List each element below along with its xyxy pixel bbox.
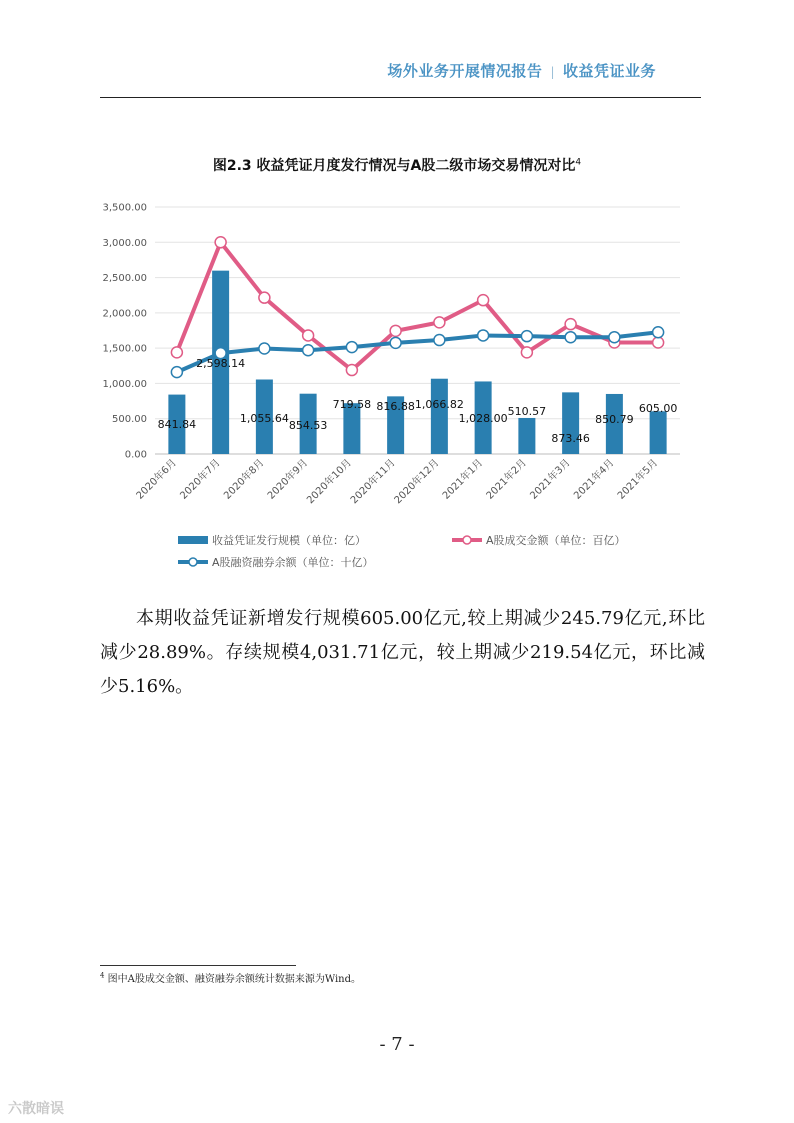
x-tick-label: 2021年5月 xyxy=(615,457,661,502)
legend-swatch-bar xyxy=(178,536,208,544)
bar-data-label: 854.53 xyxy=(288,419,328,432)
x-tick-label: 2020年12月 xyxy=(392,457,442,507)
margin-point xyxy=(521,331,532,342)
turnover-point xyxy=(434,317,445,328)
footnote-marker: 4 xyxy=(100,971,105,980)
x-tick-label: 2020年10月 xyxy=(305,457,354,507)
legend-swatch-marker xyxy=(463,536,471,544)
y-tick-label: 1,000.00 xyxy=(102,378,147,390)
bar-data-label: 510.57 xyxy=(507,405,547,418)
margin-point xyxy=(303,345,314,356)
y-tick-label: 500.00 xyxy=(112,414,147,426)
x-tick-label: 2021年2月 xyxy=(484,457,529,502)
legend-label: A股融资融券余额（单位：十亿） xyxy=(212,556,374,569)
margin-point xyxy=(171,367,182,378)
bar-data-label: 2,598.14 xyxy=(196,357,246,370)
bar-data-label: 1,066.82 xyxy=(414,398,464,411)
footnote xyxy=(100,970,361,985)
header-section-title: 收益凭证业务 xyxy=(562,62,656,80)
y-tick-label: 2,500.00 xyxy=(102,273,147,285)
bar xyxy=(650,411,667,454)
x-tick-label: 2021年4月 xyxy=(572,457,617,502)
bar-data-label: 719.58 xyxy=(332,398,372,411)
turnover-point xyxy=(346,365,357,376)
y-tick-label: 3,000.00 xyxy=(102,237,147,249)
bar-data-label: 605.00 xyxy=(638,402,678,415)
margin-point xyxy=(346,342,357,353)
margin-point xyxy=(565,332,576,343)
x-tick-label: 2020年6月 xyxy=(134,457,179,502)
x-tick-label: 2020年7月 xyxy=(178,457,223,502)
footnote-rule xyxy=(100,965,296,966)
turnover-point xyxy=(565,319,576,330)
margin-point xyxy=(390,337,401,348)
page-header xyxy=(387,60,656,81)
margin-point xyxy=(653,327,664,338)
y-tick-label: 3,500.00 xyxy=(102,202,147,214)
x-tick-label: 2021年3月 xyxy=(528,457,573,502)
header-separator: | xyxy=(550,65,555,79)
page-number: - 7 - xyxy=(379,1034,415,1055)
turnover-point xyxy=(653,337,664,348)
margin-point xyxy=(478,330,489,341)
chart-caption: 图2.3 收益凭证月度发行情况与A股二级市场交易情况对比 xyxy=(212,158,576,174)
x-tick-label: 2020年11月 xyxy=(348,457,398,507)
y-tick-label: 1,500.00 xyxy=(102,343,147,355)
turnover-point xyxy=(215,237,226,248)
bar-data-label: 1,028.00 xyxy=(458,412,508,425)
bar-data-label: 816.88 xyxy=(376,400,415,413)
turnover-point xyxy=(478,295,489,306)
turnover-point xyxy=(521,347,532,358)
watermark-logo: 六散暗误 xyxy=(8,1101,64,1117)
x-tick-label: 2020年9月 xyxy=(265,457,311,502)
footnote-text: 图中A股成交金额、融资融券余额统计数据来源为Wind。 xyxy=(107,974,362,985)
body-text xyxy=(100,602,705,704)
margin-line xyxy=(177,332,658,372)
y-tick-label: 2,000.00 xyxy=(102,308,147,320)
footnote-ref: 4 xyxy=(575,157,582,168)
bar-data-label: 841.84 xyxy=(157,418,197,431)
y-tick-label: 0.00 xyxy=(124,449,147,461)
header-rule xyxy=(100,97,701,98)
legend-label: 收益凭证发行规模（单位：亿） xyxy=(212,534,366,547)
x-tick-label: 2020年8月 xyxy=(222,457,267,502)
chart xyxy=(0,185,794,585)
turnover-point xyxy=(259,292,270,303)
bar-data-label: 1,055.64 xyxy=(239,412,289,425)
bar-data-label: 850.79 xyxy=(595,413,634,426)
bar xyxy=(431,379,448,454)
margin-point xyxy=(609,332,620,343)
chart-title xyxy=(0,155,794,175)
margin-point xyxy=(434,335,445,346)
bar xyxy=(518,418,535,454)
turnover-point xyxy=(303,330,314,341)
turnover-point xyxy=(390,325,401,336)
body-paragraph: 本期收益凭证新增发行规模605.00亿元,较上期减少245.79亿元,环比减少28.89%。存续规模4,031.71亿元，较上期减少219.54亿元，环比减少5.16%。 xyxy=(100,608,705,697)
margin-point xyxy=(259,343,270,354)
legend-label: A股成交金额（单位：百亿） xyxy=(486,534,626,547)
bar-data-label: 873.46 xyxy=(551,432,590,445)
header-report-title: 场外业务开展情况报告 xyxy=(387,62,543,80)
turnover-point xyxy=(171,347,182,358)
legend-swatch-marker xyxy=(189,558,197,566)
x-tick-label: 2021年1月 xyxy=(440,457,486,502)
